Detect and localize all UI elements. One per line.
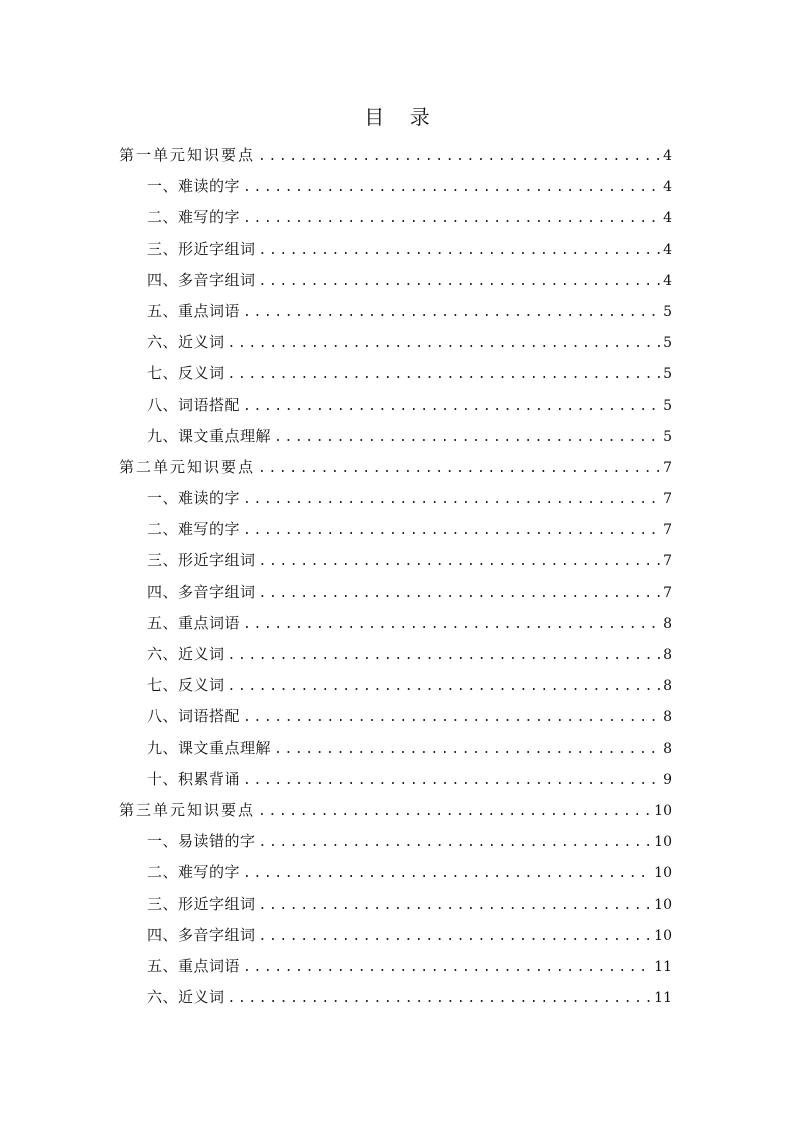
toc-entry-label: 六、近义词 xyxy=(147,988,225,1007)
toc-entry-label: 二、难写的字 xyxy=(147,520,241,539)
toc-subsection-entry[interactable] xyxy=(119,234,672,265)
toc-entry-label: 六、近义词 xyxy=(147,333,225,352)
toc-dot-leader xyxy=(228,983,652,1014)
toc-entry-label: 五、重点词语 xyxy=(147,301,241,320)
toc-dot-leader xyxy=(243,858,651,889)
toc-subsection-entry[interactable] xyxy=(119,514,672,545)
toc-dot-leader xyxy=(228,671,661,702)
toc-page-number: 5 xyxy=(663,428,672,445)
toc-subsection-entry[interactable] xyxy=(119,701,672,732)
toc-dot-leader xyxy=(243,952,651,983)
toc-page-number: 4 xyxy=(663,272,672,289)
toc-subsection-entry[interactable] xyxy=(119,670,672,701)
toc-section-entry[interactable] xyxy=(119,452,672,483)
toc-dot-leader xyxy=(243,515,660,546)
toc-page-number: 10 xyxy=(654,802,672,819)
toc-subsection-entry[interactable] xyxy=(119,982,672,1013)
toc-subsection-entry[interactable] xyxy=(119,577,672,608)
toc-entry-label: 十、积累背诵 xyxy=(147,769,241,788)
toc-page-number: 9 xyxy=(663,771,672,788)
toc-section-entry[interactable] xyxy=(119,140,672,171)
toc-page-number: 8 xyxy=(663,678,672,695)
toc-page-number: 7 xyxy=(663,522,672,539)
toc-dot-leader xyxy=(243,484,660,515)
toc-title: 目 录 xyxy=(364,105,430,129)
toc-entry-label: 一、难读的字 xyxy=(147,177,241,196)
toc-entry-label: 三、形近字组词 xyxy=(147,551,256,570)
toc-subsection-entry[interactable] xyxy=(119,826,672,857)
toc-page-number: 5 xyxy=(663,397,672,414)
toc-subsection-entry[interactable] xyxy=(119,764,672,795)
toc-page-number: 4 xyxy=(663,148,672,164)
toc-page-number: 8 xyxy=(663,647,672,663)
toc-entry-label: 四、多音字组词 xyxy=(147,925,256,944)
toc-page-number: 5 xyxy=(663,335,672,352)
toc-dot-leader xyxy=(243,203,660,234)
toc-entry-label: 第二单元知识要点 xyxy=(119,457,256,476)
toc-dot-leader xyxy=(258,141,660,172)
toc-entry-label: 五、重点词语 xyxy=(147,956,241,975)
toc-entry-label: 三、形近字组词 xyxy=(147,239,256,258)
toc-subsection-entry[interactable] xyxy=(119,171,672,202)
toc-subsection-entry[interactable] xyxy=(119,358,672,389)
toc-entry-label: 四、多音字组词 xyxy=(147,270,256,289)
toc-page-number: 5 xyxy=(663,366,672,383)
toc-entry-label: 第三单元知识要点 xyxy=(119,800,256,819)
toc-dot-leader xyxy=(228,328,661,359)
toc-entry-label: 一、易读错的字 xyxy=(147,832,256,851)
toc-entry-label: 九、课文重点理解 xyxy=(147,738,272,757)
toc-page-number: 8 xyxy=(663,615,672,632)
toc-dot-leader xyxy=(259,578,661,609)
toc-subsection-entry[interactable] xyxy=(119,390,672,421)
toc-page-number: 10 xyxy=(654,865,672,882)
toc-subsection-entry[interactable] xyxy=(119,639,672,670)
toc-section-entry[interactable] xyxy=(119,795,672,826)
toc-page-number: 7 xyxy=(663,553,672,570)
toc-dot-leader xyxy=(228,640,661,671)
toc-subsection-entry[interactable] xyxy=(119,857,672,888)
toc-subsection-entry[interactable] xyxy=(119,608,672,639)
toc-dot-leader xyxy=(259,827,652,858)
toc-entry-label: 七、反义词 xyxy=(147,676,225,695)
toc-subsection-entry[interactable] xyxy=(119,545,672,576)
toc-page-number: 10 xyxy=(654,896,672,913)
toc-dot-leader xyxy=(243,702,660,733)
toc-entry-label: 八、词语搭配 xyxy=(147,707,241,726)
toc-page-number: 5 xyxy=(663,303,672,320)
toc-dot-leader xyxy=(258,796,651,827)
toc-page-number: 7 xyxy=(663,459,672,476)
toc-dot-leader xyxy=(259,890,652,921)
toc-dot-leader xyxy=(259,266,661,297)
toc-entry-label: 九、课文重点理解 xyxy=(147,426,272,445)
toc-page-number: 11 xyxy=(654,990,672,1007)
toc-entry-label: 三、形近字组词 xyxy=(147,894,256,913)
toc-dot-leader xyxy=(243,172,660,203)
toc-dot-leader xyxy=(259,921,652,952)
toc-page-number: 4 xyxy=(663,179,672,196)
toc-subsection-entry[interactable] xyxy=(119,421,672,452)
toc-dot-leader xyxy=(228,359,661,390)
toc-entry-label: 七、反义词 xyxy=(147,364,225,383)
toc-entry-label: 四、多音字组词 xyxy=(147,582,256,601)
toc-subsection-entry[interactable] xyxy=(119,920,672,951)
toc-subsection-entry[interactable] xyxy=(119,951,672,982)
toc-dot-leader xyxy=(259,235,661,266)
toc-subsection-entry[interactable] xyxy=(119,889,672,920)
toc-entry-label: 六、近义词 xyxy=(147,645,225,663)
toc-dot-leader xyxy=(243,297,660,328)
toc-page-number: 8 xyxy=(663,709,672,726)
toc-subsection-entry[interactable] xyxy=(119,202,672,233)
toc-entry-label: 一、难读的字 xyxy=(147,489,241,508)
toc-dot-leader xyxy=(259,546,661,577)
toc-entry-label: 第一单元知识要点 xyxy=(119,146,256,164)
toc-page-number: 8 xyxy=(663,740,672,757)
toc-dot-leader xyxy=(258,453,660,484)
toc-entry-label: 五、重点词语 xyxy=(147,613,241,632)
toc-subsection-entry[interactable] xyxy=(119,327,672,358)
toc-page-number: 11 xyxy=(654,958,672,975)
toc-dot-leader xyxy=(274,422,660,453)
toc-dot-leader xyxy=(243,765,660,796)
toc-dot-leader xyxy=(243,391,660,422)
toc-dot-leader xyxy=(274,734,660,765)
toc-entry-label: 二、难写的字 xyxy=(147,208,241,227)
toc-page-number: 4 xyxy=(663,210,672,227)
toc-page-number: 10 xyxy=(654,834,672,851)
toc-list xyxy=(119,140,672,1013)
toc-page-number: 7 xyxy=(663,491,672,508)
toc-subsection-entry[interactable] xyxy=(119,733,672,764)
toc-entry-label: 八、词语搭配 xyxy=(147,395,241,414)
toc-page-number: 4 xyxy=(663,241,672,258)
toc-page-number: 10 xyxy=(654,927,672,944)
toc-subsection-entry[interactable] xyxy=(119,483,672,514)
toc-entry-label: 二、难写的字 xyxy=(147,863,241,882)
toc-dot-leader xyxy=(243,609,660,640)
toc-page-number: 7 xyxy=(663,584,672,601)
toc-subsection-entry[interactable] xyxy=(119,296,672,327)
toc-subsection-entry[interactable] xyxy=(119,265,672,296)
